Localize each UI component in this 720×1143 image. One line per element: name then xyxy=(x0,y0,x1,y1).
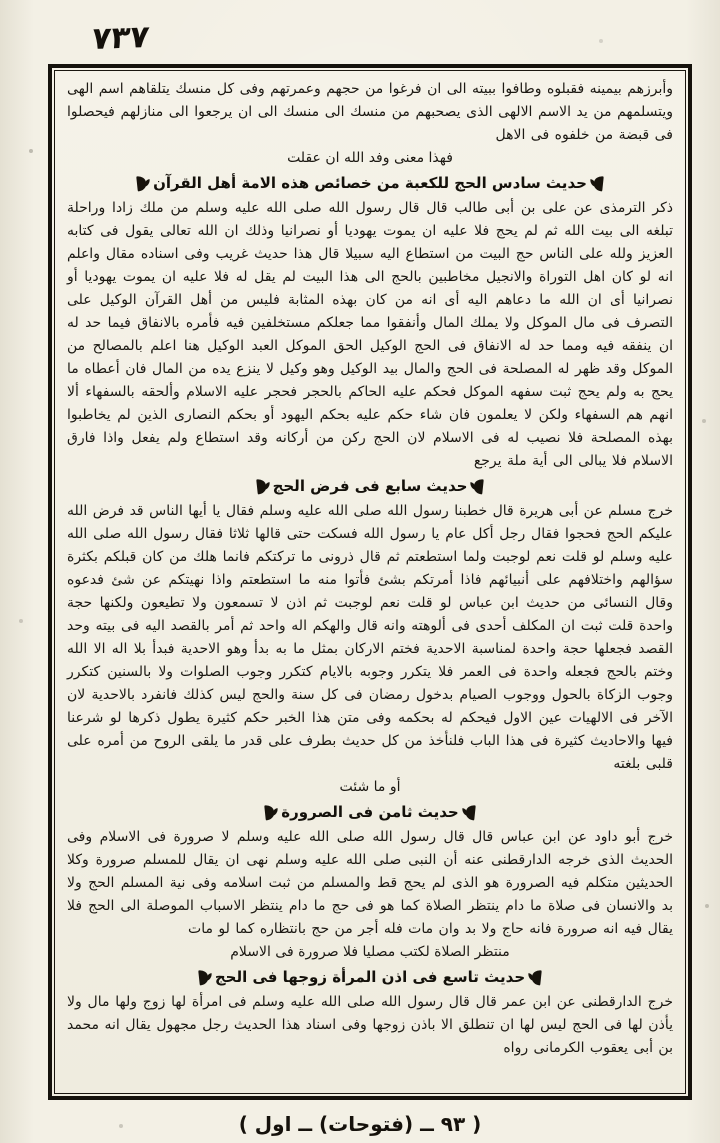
scan-speckles xyxy=(0,0,2,2)
page-number: ٧٣٧ xyxy=(89,19,151,57)
section-header xyxy=(67,171,673,196)
body-paragraph: خرج مسلم عن أبى هريرة قال خطبنا رسول الله صلى الله عليه وسلم فقال يا أيها الناس قد فرض الله عليكم الحج فحجوا فقال رجل أكل عام يا رسول الله فسكت حتى قالها ثلاثا فقال رسول الله صلى الله عليه وسلم لو قلت نعم لوجبت ولما استطعتم ثم قال ذرونى ما تركتكم فانما هلك من كان قبلكم بكثرة سؤالهم واختلافهم على أنبيائهم فاذا أمرتكم بشئ فأتوا منه ما استطعتم واذا نهيتكم عن شئ فدعوه وقال النسائى من حديث ابن عباس لو قلت نعم لوجبت ثم اذن لا تسمعون ولا تطيعون ولكنها حجة واحدة قلت ثبت ان المكلف أحدى فى ألوهته وانه قال والهكم اله واحد ثم أمر بالقصد اليه فى بيته وحد القصد فجعلها حجة واحدة لمناسبة الاحدية فختم الاركان بمثل ما به بدأ وهو الاحدية فبدأ بلا اله الا الله وختم بالحج فجعله واحدة فى العمر فلا يتكرر وجوبه بالايام كتكرر وجوب الصلوات ولا بالسنين كتكرر وجوب الزكاة بالحول ووجوب الصيام بدخول رمضان فى كل سنة والحج ليس كذلك فانفرد بالاحدية لان الآخر فى الالهيات عين الاول فيحكم له بحكمه وفى متن هذا الخبر حكم كثيرة يطول ذكرها لو شرعنا فيها والاحاديث كثيرة فى هذا الباب فلنأخذ من كل حديث بطرف على قدر ما يلقى الروح من أمره على قلبى بلغته xyxy=(67,503,673,772)
text-frame-inner-rule xyxy=(54,70,686,1094)
ornate-bracket-icon xyxy=(531,970,542,986)
section-header-label: حديث سابع فى فرض الحج xyxy=(272,477,468,495)
ornate-bracket-icon xyxy=(265,805,276,821)
body-paragraph: ذكر الترمذى عن على بن أبى طالب قال قال رسول الله صلى الله عليه وسلم من ملك زادا وراحلة تبلغه الى بيت الله ثم لم يحج فلا عليه ان يموت يهوديا أو نصرانيا وذلك ان الله تعالى يقول فى كتابه العزيز ولله على الناس حج البيت من استطاع اليه سبيلا قال هذا حديث غريب وفى اسناده مقال واعلم انه لو كان اهل التوراة والانجيل مخاطبين بالحج الى هذا البيت لم يقل له فلا عليه ان يموت يهوديا أو نصرانيا أى ان الله ما دعاهم اليه أى انه من كان بهذه المثابة فليس من أهل القرآن الوكيل على التصرف فى مال الموكل ولا يملك المال وأنفقوا مما جعلكم مستخلفين فيه فأمره بالانفاق فيما حد له ان ينفقه فيه ومما حد له الانفاق فى الحج الوكيل الحق الموكل العبد الوكيل هنا اعلم بالمصالح من الموكل وقد ظهر له المصلحة فى الحج والمال بيد الوكيل وهو وكيل لا ينزع يده من المال فان أعطاه ما يحج به ولم يحج ثبت سفهه الموكل فحكم عليه الحاكم بالحجر فحجر عليه الاسلام وألحقه بالسفهاء ألا انهم هم السفهاء ولكن لا يعلمون فان شاء حكم عليه بحكم اليهود أو بحكم النصارى الذين لم يخاطبوا بهذه المصلحة فلا نصيب له فى الاسلام لان الحج ركن من أركانه وقد استطاع ولم يفعل واذا فارق الاسلام فلا يبالى الى أية ملة يرجع xyxy=(67,200,673,469)
text-frame xyxy=(48,64,692,1100)
ornate-bracket-icon xyxy=(136,176,147,192)
ornate-bracket-icon xyxy=(465,805,476,821)
section-header-label: حديث ثامن فى الصرورة xyxy=(281,803,459,821)
ornate-bracket-icon xyxy=(474,479,485,495)
paragraph-closing-line: منتظر الصلاة لكتب مصليا فلا صرورة فى الاسلام xyxy=(230,944,510,960)
body-paragraph: خرج الدارقطنى عن ابن عمر قال قال رسول الله صلى الله عليه وسلم فى امرأة لها زوج ولها مال ولا يأذن لها فى الحج ليس لها ان تنطلق الا باذن زوجها وفى اسناد هذا الحديث رجل مجهول يقال انه محمد بن أبى يعقوب الكرمانى رواه xyxy=(67,994,673,1056)
section-header-label: حديث تاسع فى اذن المرأة زوجها فى الحج xyxy=(214,968,526,986)
ornate-bracket-icon xyxy=(198,970,209,986)
paragraph-closing-line: أو ما شئت xyxy=(339,779,401,795)
paragraph-closing-line: فهذا معنى وفد الله ان عقلت xyxy=(287,150,453,166)
body-paragraph: وأبرزهم بيمينه فقبلوه وطافوا ببيته الى ان فرغوا من حجهم وعمرتهم وفى كل منسك يتلقاهم اسم الهى ويتسلمهم من يد الاسم الالهى الذى يصحبهم من منسك الى منسك الى ان يرجعوا الى منازلهم فيحصلوا فى قبضة من خلفوه فى الاهل xyxy=(67,81,673,143)
section-header xyxy=(67,800,673,825)
section-header xyxy=(67,965,673,990)
footer-signature: ( ٩٣ ــ (فتوحات) ــ اول ) xyxy=(238,1112,482,1136)
body-paragraph: خرج أبو داود عن ابن عباس قال قال رسول الله صلى الله عليه وسلم لا صرورة فى الاسلام وفى الحديث الذى خرجه الدارقطنى عنه أن النبى صلى الله عليه وسلم نهى ان يقال للمسلم صرورة وكلا الحديثين متكلم فيه الصرورة هو الذى لم يحج قط والمسلم من ثبت اسلامه وفى نية المسلم الحج ولا بد والانسان فى صلاة ما دام ينتظر الصلاة كما هو فى حج ما دام ينتظر الاسباب الموصلة الى الحج فلا يقال فيه انه صرورة فانه حاج ولا بد وان مات فله أجر من حج بانتظاره كما لو مات xyxy=(67,829,673,937)
ornate-bracket-icon xyxy=(593,176,604,192)
section-header xyxy=(67,474,673,499)
page-body xyxy=(67,78,673,1060)
ornate-bracket-icon xyxy=(256,479,267,495)
section-header-label: حديث سادس الحج للكعبة من خصائص هذه الامة أهل القرآن xyxy=(153,174,587,192)
